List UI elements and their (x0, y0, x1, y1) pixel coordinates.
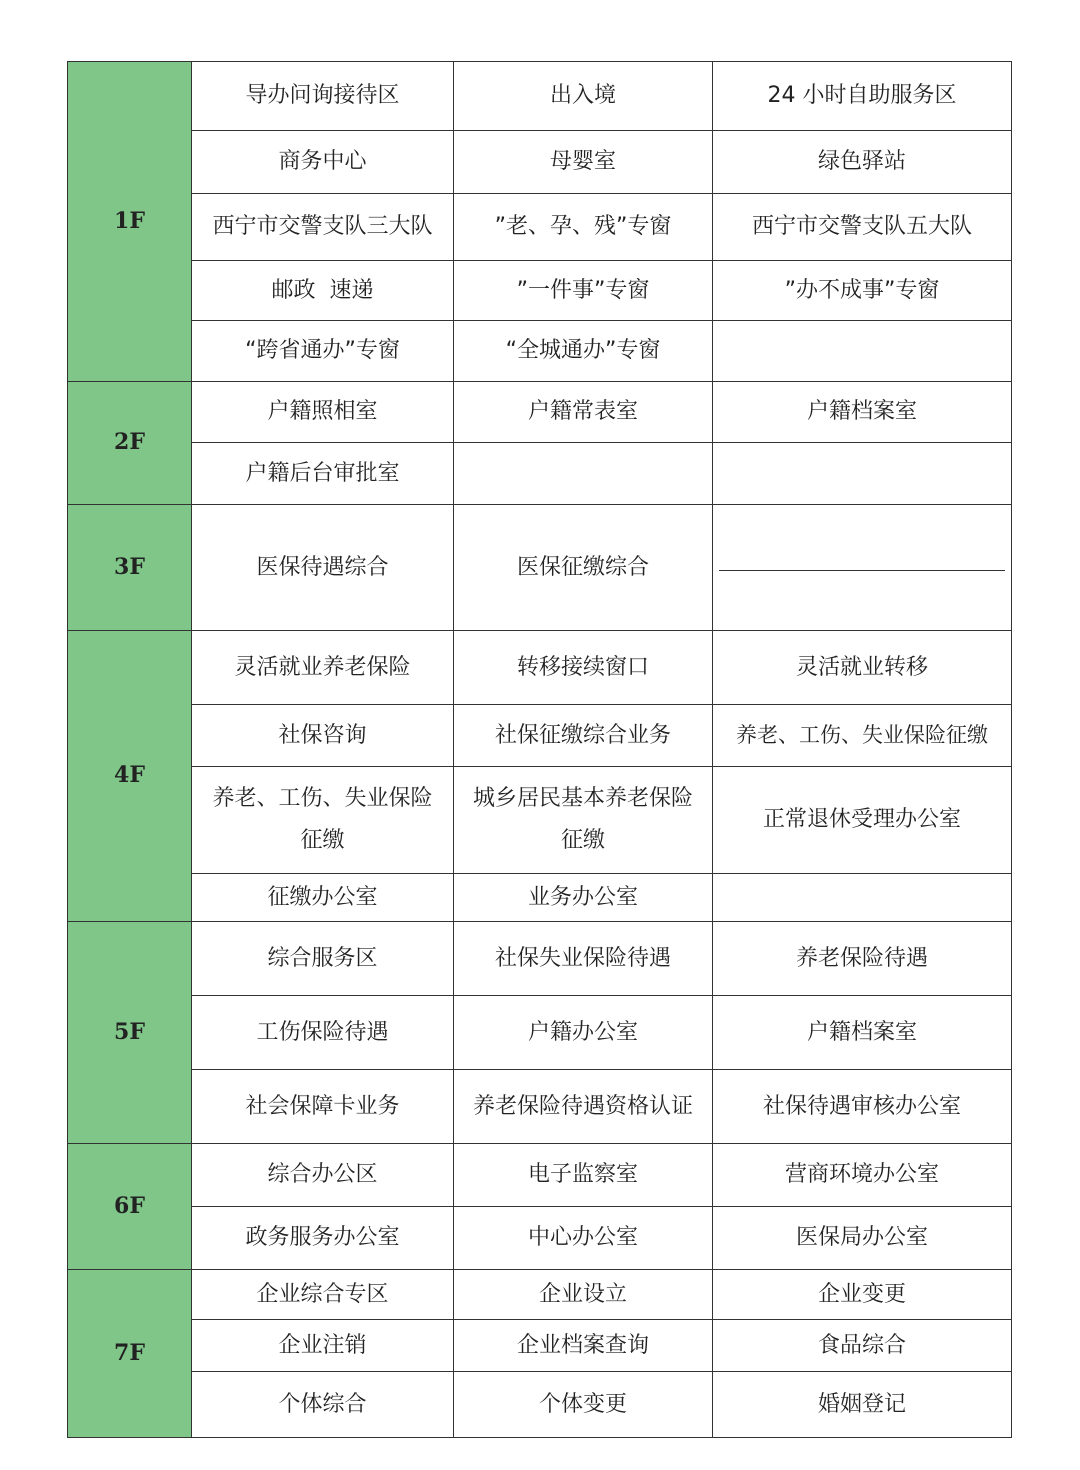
table-row (68, 922, 1012, 996)
table-cell (713, 874, 1012, 922)
table-cell: 养老保险待遇 (713, 922, 1012, 996)
table-cell: 个体变更 (454, 1372, 713, 1438)
table-row (68, 1070, 1012, 1144)
table-cell: 社保征缴综合业务 (454, 705, 713, 767)
table-cell: 企业注销 (192, 1320, 454, 1372)
table-row (68, 1207, 1012, 1270)
split-empty-cell (713, 505, 1012, 631)
table-cell: 养老、工伤、失业保险征缴 (192, 767, 454, 874)
table-cell: 社保待遇审核办公室 (713, 1070, 1012, 1144)
table-cell: ”一件事”专窗 (454, 261, 713, 321)
table-cell: 征缴办公室 (192, 874, 454, 922)
table-cell: 业务办公室 (454, 874, 713, 922)
empty-subcell (719, 506, 1005, 570)
table-row (68, 62, 1012, 131)
table-cell: 社会保障卡业务 (192, 1070, 454, 1144)
table-row (68, 874, 1012, 922)
table-cell: 企业变更 (713, 1270, 1012, 1320)
table-row (68, 321, 1012, 382)
table-cell: 食品综合 (713, 1320, 1012, 1372)
table-cell: 中心办公室 (454, 1207, 713, 1270)
table-cell: 工伤保险待遇 (192, 996, 454, 1070)
table-cell: 医保局办公室 (713, 1207, 1012, 1270)
table-cell: ”老、孕、残”专窗 (454, 194, 713, 261)
table-row (68, 1270, 1012, 1320)
table-row (68, 131, 1012, 194)
table-row (68, 443, 1012, 505)
table-cell: 户籍档案室 (713, 382, 1012, 443)
table-row (68, 261, 1012, 321)
floor-label: 3F (68, 505, 192, 631)
table-cell: 绿色驿站 (713, 131, 1012, 194)
table-row (68, 1320, 1012, 1372)
floor-directory-table (67, 61, 1012, 1438)
floor-label: 2F (68, 382, 192, 505)
floor-label: 1F (68, 62, 192, 382)
table-cell: ”办不成事”专窗 (713, 261, 1012, 321)
table-cell: 婚姻登记 (713, 1372, 1012, 1438)
table-cell: 个体综合 (192, 1372, 454, 1438)
table-cell: 户籍常表室 (454, 382, 713, 443)
floor-label: 7F (68, 1270, 192, 1438)
table-cell: 户籍档案室 (713, 996, 1012, 1070)
table-cell: 西宁市交警支队五大队 (713, 194, 1012, 261)
floor-label: 6F (68, 1144, 192, 1270)
table-cell: 养老、工伤、失业保险征缴 (713, 705, 1012, 767)
table-cell: 出入境 (454, 62, 713, 131)
table-cell: 商务中心 (192, 131, 454, 194)
table-cell: 综合办公区 (192, 1144, 454, 1207)
table-cell: 西宁市交警支队三大队 (192, 194, 454, 261)
table-row (68, 1144, 1012, 1207)
table-cell: 灵活就业养老保险 (192, 631, 454, 705)
table-cell: 医保待遇综合 (192, 505, 454, 631)
table-row (68, 767, 1012, 874)
table-cell: 正常退休受理办公室 (713, 767, 1012, 874)
table-cell: 导办问询接待区 (192, 62, 454, 131)
table-row (68, 382, 1012, 443)
table-cell: 24 小时自助服务区 (713, 62, 1012, 131)
table-cell: 政务服务办公室 (192, 1207, 454, 1270)
table-row (68, 194, 1012, 261)
table-cell: “全城通办”专窗 (454, 321, 713, 382)
table-cell: 企业综合专区 (192, 1270, 454, 1320)
table-cell: 综合服务区 (192, 922, 454, 996)
floor-label: 5F (68, 922, 192, 1144)
table-cell: 社保咨询 (192, 705, 454, 767)
table-cell: “跨省通办”专窗 (192, 321, 454, 382)
table-row (68, 996, 1012, 1070)
table-cell (454, 443, 713, 505)
table-row (68, 631, 1012, 705)
table-cell: 社保失业保险待遇 (454, 922, 713, 996)
table-row (68, 1372, 1012, 1438)
table-cell: 城乡居民基本养老保险征缴 (454, 767, 713, 874)
floor-label: 4F (68, 631, 192, 922)
table-row (68, 705, 1012, 767)
table-cell: 电子监察室 (454, 1144, 713, 1207)
table-cell: 转移接续窗口 (454, 631, 713, 705)
table-cell (713, 443, 1012, 505)
empty-subcell (719, 570, 1005, 630)
table-cell: 医保征缴综合 (454, 505, 713, 631)
table-cell: 母婴室 (454, 131, 713, 194)
table-cell: 户籍办公室 (454, 996, 713, 1070)
table-row (68, 505, 1012, 631)
table-cell: 灵活就业转移 (713, 631, 1012, 705)
table-cell: 企业档案查询 (454, 1320, 713, 1372)
table-cell: 养老保险待遇资格认证 (454, 1070, 713, 1144)
table-cell: 户籍照相室 (192, 382, 454, 443)
table-cell: 营商环境办公室 (713, 1144, 1012, 1207)
table-cell: 企业设立 (454, 1270, 713, 1320)
table-cell (713, 321, 1012, 382)
table-cell: 户籍后台审批室 (192, 443, 454, 505)
table-cell: 邮政 速递 (192, 261, 454, 321)
